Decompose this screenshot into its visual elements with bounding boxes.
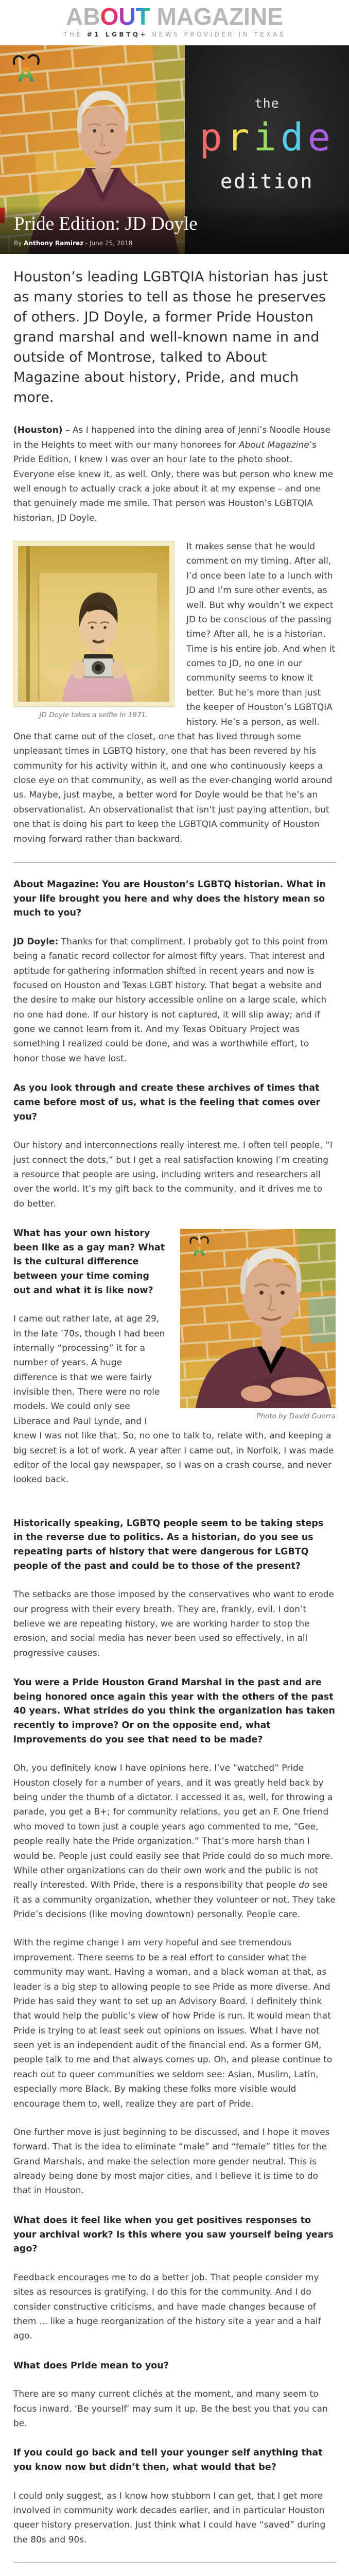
intro-dateline: (Houston) bbox=[13, 425, 63, 436]
question-4: Historically speaking, LGBTQ people seem to be taking steps in the reverse due to politics. As a historian, do you see us repeating parts of history that were dangerous for LGBTQ people of the past and could be to those of the present? bbox=[13, 1518, 324, 1571]
selfie-1971-illustration bbox=[18, 546, 169, 702]
intro-text-2: ’s Pride Edition, I knew I was over an hour late to the photo shoot. Everyone else knew it, as well. Only, there was but person who knew me well enough to actually crack a joke about it at my expense – and one that genuinely made me smile. That person was Houston’s LGBTQIA historian, JD Doyle. bbox=[13, 439, 334, 523]
pride-panel-word bbox=[185, 115, 349, 160]
question-7: What does Pride mean to you? bbox=[13, 2360, 169, 2371]
pride-letter-i: i bbox=[253, 115, 281, 160]
answer-8: I could only suggest, as I know how stubborn I can get, that I get more involved in community work decades earlier, and in particular Houston queer history preservation. Just think what I could have “saved” during the 80s and 90s. bbox=[13, 2490, 326, 2545]
question-8: If you could go back and tell your younger self anything that you know now but didn’t then, what would that be? bbox=[13, 2448, 323, 2473]
lead-paragraph: Houston’s leading LGBTQIA historian has just as many stories to tell as those he preserves of others. JD Doyle, a former Pride Houston grand marshal and well-known name in and outside of Montrose, talked to About Magazine about history, Pride, and much more. bbox=[13, 269, 328, 405]
pride-letter-r: r bbox=[226, 115, 254, 160]
guerra-figure bbox=[180, 1229, 336, 1420]
site-tagline bbox=[0, 31, 349, 38]
wrap-paragraph: It makes sense that he would comment on my timing. After all, I’d once been late to a lunch with JD and I’m sure other events, as well. But why wouldn’t we expect JD to be conscious of the passing time? After all, he is a historian. Time is his entire job. And when it comes to JD, no one in our community seems to know it better. But he’s more than just the keeper of Houston’s LGBTQIA history. He’s a person, as well. One that came out of the closet, one that has lived through some unpleasant times in LGBTQ history, one that has been revered by his community for his activity within it, and one who continuously keeps a close eye on that community, as well as the ever-changing world around us. Maybe, just maybe, a better word for Doyle would be that he’s an observationalist. An observationalist that isn’t just paying attention, but one that is doing his part to keep the LGBTQIA community of Houston moving forward rather than backward. bbox=[13, 541, 335, 844]
svg-text:A: A bbox=[193, 1241, 205, 1260]
page-title: Pride Edition: JD Doyle bbox=[14, 213, 198, 234]
question-6: What does it feel like when you get positives responses to your archival work? Is this where you saw yourself being years ago? bbox=[13, 2215, 334, 2255]
tagline-bold: #1 LGBTQ+ bbox=[86, 31, 148, 39]
answer-5-emphasis: do bbox=[299, 1880, 310, 1891]
question-3: What has your own history been like as a gay man? What is the cultural difference between your time coming out and what it is like now? bbox=[13, 1228, 165, 1296]
answer-5-paragraph-2: With the regime change I am very hopeful and see tremendous improvement. There seems to be a real effort to consider what the community may want. Having a woman, and a black woman at that, as leader is a big step to allowing people to see Pride as more diverse. And Pride has said they want to set up an Advisory Board. I definitely think that would help the public’s view of how Pride is run. It would mean that Pride is trying to at least seek out opinions on issues. What I have not seen yet is an independent audit of the financial end. As a former GM, people talk to me and that always comes up. Oh, and please continue to reach out to queer communities we seldom see: Asian, Muslim, Latin, especially more Black. By making these folks more visible would encourage them to, well, realize they are part of Pride. bbox=[13, 1938, 333, 2109]
svg-text:A: A bbox=[17, 60, 34, 87]
article-body bbox=[0, 254, 349, 2576]
selfie-section bbox=[13, 539, 336, 846]
answer-5-text-2: see it as a community organization, whether they volunteer or not. They take Pride’s decisions (like moving downtown) personally. People care. bbox=[13, 1880, 336, 1920]
logo-text-pre: AB bbox=[66, 3, 100, 30]
byline bbox=[14, 240, 339, 247]
answer-2: Our history and interconnections really interest me. I often tell people, “I just connect the dots,” but I get a real satisfaction knowing I’m creating a resource that people are using, including writers and researchers all over the world. It’s my gift back to the community, and it drives me to do better. bbox=[13, 1140, 333, 1209]
answer-5-text-1: Oh, you definitely know I have opinions here. I’ve “watched” Pride Houston closely for a number of years, and it was greatly held back by being under the thumb of a dictator. I accessed it as, well, for throwing a parade, you get a B+; for community relations, you get an F. One friend who moved to town just a couple years ago commented to me, “Gee, people really hate the Pride organization.” That’s more harsh than I would be. People just could easily see that Pride could do so much more. While other organizations can do their own work and the public is not really interested. With Pride, there is a responsibility that people bbox=[13, 1763, 333, 1891]
logo-text-rainbow: OUT bbox=[100, 3, 150, 30]
intro-paragraph bbox=[13, 423, 336, 526]
jd-doyle-photo-illustration bbox=[180, 1229, 336, 1408]
tagline-pre: THE bbox=[63, 31, 87, 39]
publish-date: June 25, 2018 bbox=[90, 240, 133, 247]
author-link[interactable]: Anthony Ramirez bbox=[24, 240, 84, 247]
question-1: About Magazine: You are Houston’s LGBTQ historian. What in your life brought you here and why does the history mean so much to you? bbox=[13, 879, 326, 919]
answer-6: Feedback encourages me to do a better job. That people consider my sites as resources is gratifying. I do this for the community. And I do consider constructive criticisms, and have made changes because of them ... like a huge reorganization of the history site a year and a half ago. bbox=[13, 2272, 321, 2342]
pride-letter-e: e bbox=[307, 115, 335, 160]
pride-panel-edition: edition bbox=[220, 170, 314, 193]
hero-feature-image bbox=[0, 45, 349, 254]
selfie-caption: JD Doyle takes a selfie in 1971. bbox=[39, 711, 148, 720]
about-magazine-logo[interactable] bbox=[0, 4, 349, 29]
answer-7: There are so many current clichés at the moment, and many seem to focus inward. ‘Be yourself’ may sum it up. Be the best you that you can be. bbox=[13, 2389, 328, 2429]
question-2: As you look through and create these archives of times that came before most of us, what is the feeling that comes over you? bbox=[13, 1083, 321, 1122]
guerra-section bbox=[13, 1227, 336, 1487]
tagline-post: NEWS PROVIDER IN TEXAS bbox=[147, 31, 286, 39]
answer-5-paragraph-3: One further move is just beginning to be discussed, and I hope it moves forward. That is the idea to eliminate “male” and “female” titles for the Grand Marshals, and make the selection more gender neutral. This is already being done by most major cities, and I believe it is time to do that in Houston. bbox=[13, 2127, 330, 2196]
selfie-figure bbox=[13, 541, 174, 719]
answer-3: I came out rather late, at age 29, in the late ’70s, though I had been internally “processing” it for a number of years. A huge difference is that we were fairly invisible then. There were no role models. We could only see Liberace and Paul Lynde, and I knew I was not like that. So, no one to talk to, relate with, and keeping a big secret is a lot of work. A year after I came out, in Norfolk, I was made editor of the local gay newspaper, so I was on a crash course, and never looked back. bbox=[13, 1314, 334, 1485]
pride-letter-d: d bbox=[280, 115, 308, 160]
intro-text-1: – As I happened into the dining area of Jenni’s Noodle House in the Heights to meet with our many honorees for bbox=[13, 425, 330, 450]
pride-letter-p: p bbox=[199, 115, 226, 160]
byline-prefix: By bbox=[14, 240, 24, 247]
pride-panel-the: the bbox=[254, 96, 280, 111]
question-5: You were a Pride Houston Grand Marshal in the past and are being honored once again this year with the others of the past 40 years. What strides do you think the organization has taken recently to improve? Or on the opposite end, what improvements do you see that need to be made? bbox=[13, 1677, 335, 1745]
answer-1-speaker: JD Doyle: bbox=[13, 936, 59, 947]
answer-1-text: Thanks for that compliment. I probably got to this point from being a fanatic record collector for almost fifty years. That interest and aptitude for gathering information shifted in recent years and now is focused on Houston and Texas LGBT history. That begat a website and the desire to make our history accessible online on a large scale, which no one had done. If our history is not captured, it will slip away; and if gone we cannot learn from it. And my Texas Obituary Project was something I realized could be done, and was a worthwhile effort, to honor those we have lost. bbox=[13, 936, 328, 1064]
answer-4: The setbacks are those imposed by the conservatives who want to erode our progress with their every breath. They are, frankly, evil. I don’t believe we are repeating history, we are working harder to stop the erosion, and social media has never been used so effectively, in all progressive causes. bbox=[13, 1589, 334, 1658]
intro-magazine-name: About Magazine bbox=[238, 439, 309, 450]
selfie-photo bbox=[13, 541, 174, 706]
answer-5-paragraph-1 bbox=[13, 1761, 336, 1922]
answer-1 bbox=[13, 935, 336, 1066]
photo-credit: Photo by David Guerra bbox=[256, 1412, 336, 1421]
byline-separator: - bbox=[83, 240, 90, 247]
logo-text-post: MAGAZINE bbox=[150, 3, 283, 30]
hero-title-overlay bbox=[0, 206, 349, 255]
masthead bbox=[0, 0, 349, 45]
